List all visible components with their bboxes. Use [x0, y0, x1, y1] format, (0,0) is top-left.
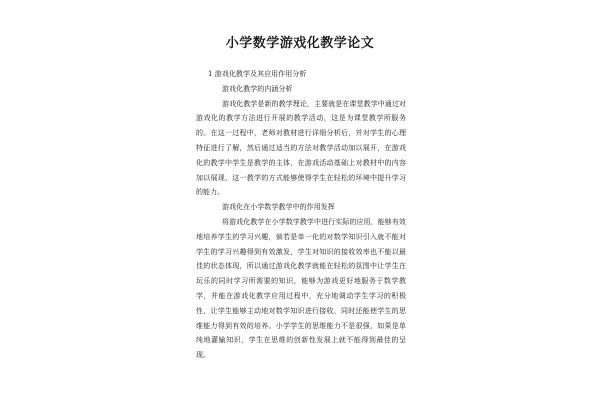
subsection-heading-2: 游戏化在小学数学教学中的作用发挥	[222, 203, 335, 212]
section-heading: 1 游戏化教学及其应用作用分析	[208, 70, 307, 78]
subsection-heading-1: 游戏化教学的内涵分析	[222, 84, 293, 93]
document-title: 小学数学游戏化教学论文	[225, 36, 375, 51]
document-body	[196, 67, 406, 363]
paragraph-2: 将游戏化教学在小学数学教学中进行实际的应用，能够有效地培养学生的学习兴趣，倘若是单一化的对数学知识引入就不能对学生的学习兴趣得到有效激发，学生对知识的接收效率也不能以最佳的状态体现，所以通过游戏化教学就能在轻松的氛围中让学生在玩乐的同时学习所需要的知识，能够为游戏更好地服务于数学教学，并能在游戏化教学应用过程中，充分地调动学生学习的积极性，让学生能够主动地对数学知识进行接收，同时还能使学生的思维能力得到有效的培养。小学学生的思维能力不是很强，如果是单纯地灌输知识，学生在思维的创新性发展上就不能得到最佳的呈现。	[196, 217, 406, 360]
paragraph-1: 游戏化教学是新的教学理论，主要就是在课堂教学中通过对游戏化的教学方法进行开展的教学活动，这是为课堂教学所服务的。在这一过程中，老师对教材进行详细分析后，并对学生的心理特征进行了解，然后通过适当的方法对教学活动加以展开，在游戏化的教学中学生是教学的主体，在游戏活动基础上对教材中的内容加以展现，这一教学的方式能够使得学生在轻松的环境中提升学习的能力。	[196, 99, 406, 197]
